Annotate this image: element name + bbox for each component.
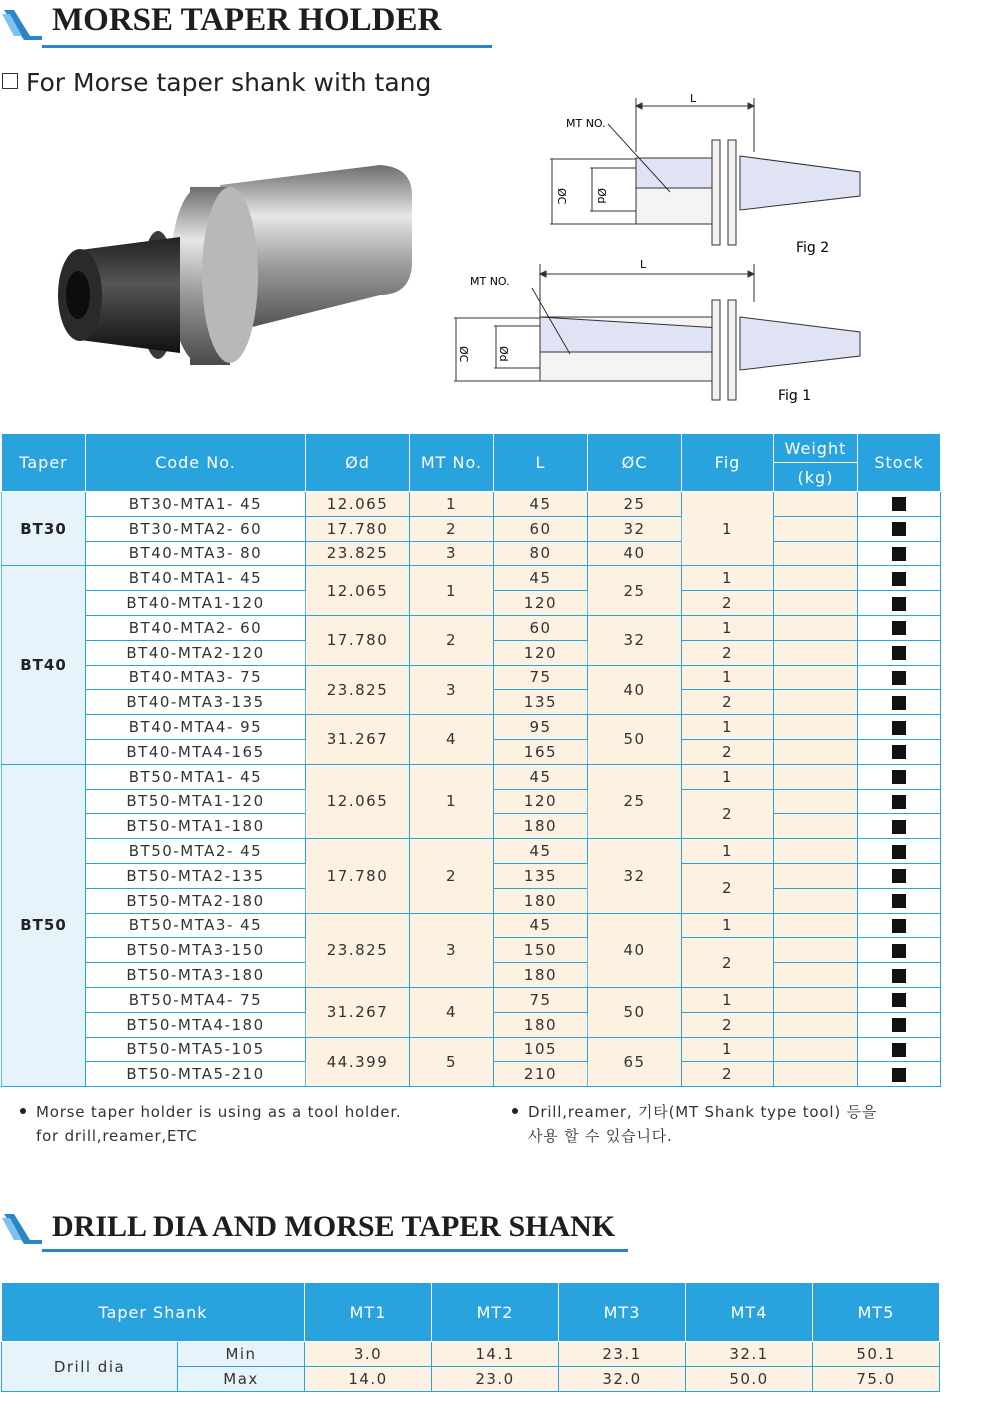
stock-cell <box>858 1012 941 1037</box>
table-row <box>2 516 941 541</box>
weight-cell <box>774 764 858 789</box>
fig2-label: Fig 2 <box>796 240 830 256</box>
fig-cell: 1 <box>682 566 774 591</box>
l-cell: 105 <box>494 1037 588 1062</box>
mt-cell: 3 <box>410 665 494 715</box>
header-stock: Stock <box>858 434 941 492</box>
l-cell: 60 <box>494 516 588 541</box>
fig1-label: Fig 1 <box>778 388 812 404</box>
mt-cell: 1 <box>410 566 494 616</box>
weight-cell <box>774 615 858 640</box>
weight-cell <box>774 739 858 764</box>
d-cell: 12.065 <box>306 492 410 517</box>
title-underline <box>42 1249 628 1252</box>
l-cell: 60 <box>494 615 588 640</box>
c-cell: 40 <box>588 913 682 987</box>
table-row <box>2 1037 941 1062</box>
stock-square-icon <box>892 944 906 958</box>
table-row <box>2 1342 940 1367</box>
code-cell: BT50-MTA4-180 <box>86 1012 306 1037</box>
mt-cell: 4 <box>410 987 494 1037</box>
header-taper: Taper <box>2 434 86 492</box>
d-cell: 31.267 <box>306 987 410 1037</box>
max-cell: 23.0 <box>432 1367 559 1392</box>
note-en-line1: Morse taper holder is using as a tool holder. <box>36 1103 402 1121</box>
stock-square-icon <box>892 646 906 660</box>
code-cell: BT40-MTA2-120 <box>86 640 306 665</box>
stock-cell <box>858 863 941 888</box>
stock-cell <box>858 987 941 1012</box>
code-cell: BT50-MTA5-210 <box>86 1062 306 1087</box>
stock-square-icon <box>892 969 906 983</box>
stock-cell <box>858 492 941 517</box>
fig-cell: 1 <box>682 913 774 938</box>
weight-cell <box>774 963 858 988</box>
max-label: Max <box>178 1367 305 1392</box>
d-cell: 23.825 <box>306 541 410 566</box>
table-row <box>2 987 941 1012</box>
note-en-line2: for drill,reamer,ETC <box>36 1127 198 1145</box>
weight-cell <box>774 541 858 566</box>
l-cell: 45 <box>494 764 588 789</box>
stock-cell <box>858 715 941 740</box>
c-cell: 65 <box>588 1037 682 1087</box>
weight-cell <box>774 566 858 591</box>
c-cell: 40 <box>588 665 682 715</box>
weight-cell <box>774 863 858 888</box>
fig2-dc-label: ØC <box>555 188 568 205</box>
weight-cell <box>774 1037 858 1062</box>
min-cell: 3.0 <box>305 1342 432 1367</box>
weight-cell <box>774 516 858 541</box>
stock-square-icon <box>892 820 906 834</box>
c-cell: 25 <box>588 492 682 517</box>
stock-cell <box>858 690 941 715</box>
table-row <box>2 764 941 789</box>
fig-cell: 2 <box>682 591 774 616</box>
drill-dia-label: Drill dia <box>2 1342 178 1392</box>
c-cell: 50 <box>588 987 682 1037</box>
fig1-pd-label: Ød <box>497 346 510 362</box>
subtitle-text: For Morse taper shank with tang <box>26 68 432 97</box>
stock-square-icon <box>892 547 906 561</box>
code-cell: BT40-MTA1- 45 <box>86 566 306 591</box>
title-underline <box>42 45 492 48</box>
l-cell: 135 <box>494 863 588 888</box>
weight-cell <box>774 665 858 690</box>
stock-square-icon <box>892 497 906 511</box>
drill-table <box>1 1282 940 1392</box>
c-cell: 32 <box>588 839 682 913</box>
code-cell: BT30-MTA1- 45 <box>86 492 306 517</box>
stock-cell <box>858 963 941 988</box>
fig1-mt-label: MT NO. <box>470 275 510 288</box>
fig-cell: 1 <box>682 839 774 864</box>
stock-square-icon <box>892 894 906 908</box>
l-cell: 75 <box>494 987 588 1012</box>
stock-square-icon <box>892 621 906 635</box>
fig-cell: 1 <box>682 1037 774 1062</box>
fig-cell: 1 <box>682 715 774 740</box>
table-row <box>2 541 941 566</box>
stock-cell <box>858 1037 941 1062</box>
section-mark-icon <box>0 1210 42 1248</box>
page-title: MORSE TAPER HOLDER <box>52 2 442 38</box>
code-cell: BT50-MTA1-180 <box>86 814 306 839</box>
stock-cell <box>858 739 941 764</box>
d-cell: 12.065 <box>306 764 410 838</box>
header-mt1: MT1 <box>305 1283 432 1342</box>
weight-cell <box>774 814 858 839</box>
c-cell: 32 <box>588 615 682 665</box>
section-header-morse-taper-holder <box>0 0 500 48</box>
code-cell: BT40-MTA2- 60 <box>86 615 306 640</box>
fig-cell: 2 <box>682 1062 774 1087</box>
c-cell: 25 <box>588 764 682 838</box>
header-mt4: MT4 <box>686 1283 813 1342</box>
fig-cell: 2 <box>682 863 774 913</box>
l-cell: 180 <box>494 963 588 988</box>
fig-cell: 1 <box>682 987 774 1012</box>
table-row <box>2 566 941 591</box>
stock-cell <box>858 913 941 938</box>
header-fig: Fig <box>682 434 774 492</box>
mt-cell: 3 <box>410 913 494 987</box>
fig-cell: 2 <box>682 789 774 839</box>
fig-cell: 2 <box>682 1012 774 1037</box>
code-cell: BT50-MTA1-120 <box>86 789 306 814</box>
weight-cell <box>774 938 858 963</box>
mt-cell: 2 <box>410 516 494 541</box>
note-kr-line2: 사용 할 수 있습니다. <box>528 1127 673 1145</box>
l-cell: 45 <box>494 913 588 938</box>
stock-square-icon <box>892 1018 906 1032</box>
stock-square-icon <box>892 919 906 933</box>
code-cell: BT50-MTA1- 45 <box>86 764 306 789</box>
mt-cell: 5 <box>410 1037 494 1087</box>
d-cell: 31.267 <box>306 715 410 765</box>
c-cell: 40 <box>588 541 682 566</box>
code-cell: BT40-MTA3-135 <box>86 690 306 715</box>
l-cell: 45 <box>494 839 588 864</box>
header-c: ØC <box>588 434 682 492</box>
mt-cell: 3 <box>410 541 494 566</box>
stock-cell <box>858 516 941 541</box>
code-cell: BT50-MTA2-180 <box>86 888 306 913</box>
fig-cell: 1 <box>682 764 774 789</box>
spec-table <box>1 433 941 1087</box>
stock-cell <box>858 591 941 616</box>
code-cell: BT40-MTA3- 80 <box>86 541 306 566</box>
section-title-drill: DRILL DIA AND MORSE TAPER SHANK <box>52 1210 616 1243</box>
l-cell: 180 <box>494 1012 588 1037</box>
weight-cell <box>774 1062 858 1087</box>
max-cell: 50.0 <box>686 1367 813 1392</box>
d-cell: 17.780 <box>306 615 410 665</box>
stock-cell <box>858 814 941 839</box>
l-cell: 120 <box>494 591 588 616</box>
stock-cell <box>858 789 941 814</box>
mt-cell: 2 <box>410 839 494 913</box>
note-kr-line1: Drill,reamer, 기타(MT Shank type tool) 등을 <box>528 1103 878 1121</box>
l-cell: 150 <box>494 938 588 963</box>
code-cell: BT40-MTA1-120 <box>86 591 306 616</box>
code-cell: BT40-MTA4-165 <box>86 739 306 764</box>
weight-cell <box>774 839 858 864</box>
d-cell: 23.825 <box>306 665 410 715</box>
stock-square-icon <box>892 795 906 809</box>
d-cell: 23.825 <box>306 913 410 987</box>
header-d: Ød <box>306 434 410 492</box>
l-cell: 165 <box>494 739 588 764</box>
c-cell: 32 <box>588 516 682 541</box>
l-cell: 95 <box>494 715 588 740</box>
l-cell: 120 <box>494 789 588 814</box>
code-cell: BT50-MTA5-105 <box>86 1037 306 1062</box>
stock-square-icon <box>892 522 906 536</box>
weight-cell <box>774 640 858 665</box>
table-row <box>2 615 941 640</box>
fig1-dc-label: ØC <box>457 346 470 363</box>
header-mt3: MT3 <box>559 1283 686 1342</box>
note-korean <box>512 1100 877 1148</box>
bullet-icon <box>512 1108 518 1114</box>
header-mt: MT No. <box>410 434 494 492</box>
code-cell: BT40-MTA4- 95 <box>86 715 306 740</box>
weight-cell <box>774 1012 858 1037</box>
weight-cell <box>774 715 858 740</box>
code-cell: BT50-MTA4- 75 <box>86 987 306 1012</box>
min-cell: 23.1 <box>559 1342 686 1367</box>
c-cell: 50 <box>588 715 682 765</box>
header-l: L <box>494 434 588 492</box>
header-taper-shank: Taper Shank <box>2 1283 305 1342</box>
weight-cell <box>774 987 858 1012</box>
code-cell: BT50-MTA2- 45 <box>86 839 306 864</box>
stock-square-icon <box>892 745 906 759</box>
l-cell: 75 <box>494 665 588 690</box>
mt-cell: 1 <box>410 764 494 838</box>
checkbox-square-icon <box>2 73 18 89</box>
fig-cell: 2 <box>682 938 774 988</box>
stock-square-icon <box>892 993 906 1007</box>
min-cell: 14.1 <box>432 1342 559 1367</box>
l-cell: 120 <box>494 640 588 665</box>
d-cell: 44.399 <box>306 1037 410 1087</box>
fig-cell: 2 <box>682 690 774 715</box>
taper-group-bt30: BT30 <box>2 492 86 566</box>
subtitle <box>2 68 431 97</box>
fig2-l-label: L <box>690 92 697 105</box>
stock-square-icon <box>892 671 906 685</box>
header-code: Code No. <box>86 434 306 492</box>
l-cell: 135 <box>494 690 588 715</box>
section-mark-icon <box>0 6 42 44</box>
max-cell: 14.0 <box>305 1367 432 1392</box>
l-cell: 180 <box>494 814 588 839</box>
stock-square-icon <box>892 721 906 735</box>
header-weight-unit: (kg) <box>774 463 858 492</box>
code-cell: BT50-MTA3- 45 <box>86 913 306 938</box>
d-cell: 17.780 <box>306 516 410 541</box>
holder-photo <box>40 145 420 385</box>
weight-cell <box>774 789 858 814</box>
min-label: Min <box>178 1342 305 1367</box>
fig-cell: 1 <box>682 492 774 566</box>
fig2-pd-label: Ød <box>595 188 608 204</box>
min-cell: 50.1 <box>813 1342 940 1367</box>
stock-cell <box>858 640 941 665</box>
stock-cell <box>858 541 941 566</box>
table-row <box>2 913 941 938</box>
weight-cell <box>774 690 858 715</box>
stock-cell <box>858 1062 941 1087</box>
table-row <box>2 715 941 740</box>
code-cell: BT50-MTA3-150 <box>86 938 306 963</box>
fig-cell: 1 <box>682 615 774 640</box>
stock-cell <box>858 938 941 963</box>
table-row <box>2 665 941 690</box>
weight-cell <box>774 888 858 913</box>
l-cell: 45 <box>494 492 588 517</box>
note-english <box>20 1100 402 1148</box>
l-cell: 45 <box>494 566 588 591</box>
stock-cell <box>858 615 941 640</box>
bullet-icon <box>20 1108 26 1114</box>
code-cell: BT40-MTA3- 75 <box>86 665 306 690</box>
weight-cell <box>774 591 858 616</box>
fig1-l-label: L <box>640 258 647 271</box>
d-cell: 12.065 <box>306 566 410 616</box>
table-row <box>2 839 941 864</box>
stock-cell <box>858 764 941 789</box>
header-mt5: MT5 <box>813 1283 940 1342</box>
stock-square-icon <box>892 845 906 859</box>
fig-cell: 2 <box>682 640 774 665</box>
header-weight: Weight <box>774 434 858 463</box>
weight-cell <box>774 913 858 938</box>
stock-square-icon <box>892 770 906 784</box>
fig-cell: 2 <box>682 739 774 764</box>
stock-cell <box>858 665 941 690</box>
stock-square-icon <box>892 1043 906 1057</box>
mt-cell: 1 <box>410 492 494 517</box>
dimension-diagrams <box>440 92 880 412</box>
code-cell: BT50-MTA3-180 <box>86 963 306 988</box>
min-cell: 32.1 <box>686 1342 813 1367</box>
weight-cell <box>774 492 858 517</box>
mt-cell: 4 <box>410 715 494 765</box>
max-cell: 75.0 <box>813 1367 940 1392</box>
code-cell: BT30-MTA2- 60 <box>86 516 306 541</box>
d-cell: 17.780 <box>306 839 410 913</box>
stock-cell <box>858 888 941 913</box>
fig-cell: 1 <box>682 665 774 690</box>
l-cell: 210 <box>494 1062 588 1087</box>
l-cell: 180 <box>494 888 588 913</box>
stock-square-icon <box>892 597 906 611</box>
stock-square-icon <box>892 869 906 883</box>
section-header-drill-dia <box>0 1204 640 1252</box>
fig2-mt-label: MT NO. <box>566 117 606 130</box>
code-cell: BT50-MTA2-135 <box>86 863 306 888</box>
mt-cell: 2 <box>410 615 494 665</box>
table-row <box>2 492 941 517</box>
taper-group-bt50: BT50 <box>2 764 86 1086</box>
header-mt2: MT2 <box>432 1283 559 1342</box>
l-cell: 80 <box>494 541 588 566</box>
stock-square-icon <box>892 572 906 586</box>
spec-body <box>2 492 941 1087</box>
max-cell: 32.0 <box>559 1367 686 1392</box>
stock-square-icon <box>892 696 906 710</box>
stock-cell <box>858 566 941 591</box>
stock-square-icon <box>892 1068 906 1082</box>
c-cell: 25 <box>588 566 682 616</box>
stock-cell <box>858 839 941 864</box>
taper-group-bt40: BT40 <box>2 566 86 764</box>
